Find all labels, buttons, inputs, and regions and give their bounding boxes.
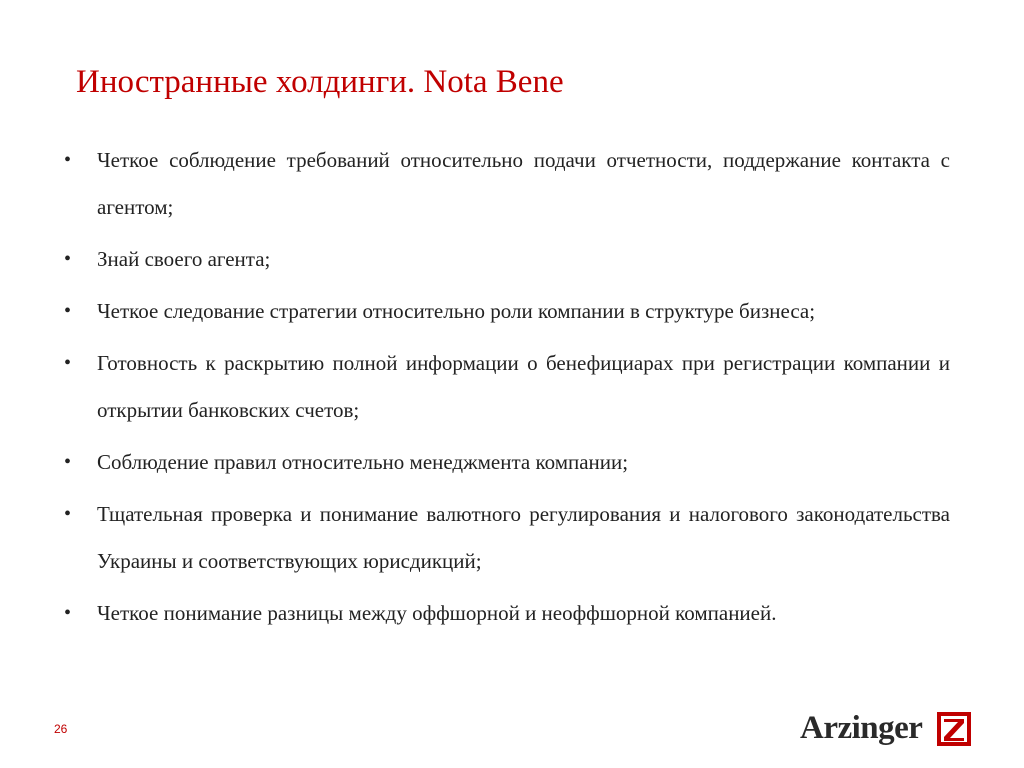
bullet-dot-icon: • <box>64 248 72 270</box>
bullet-item <box>64 236 950 283</box>
bullet-text: Соблюдение правил относительно менеджмента компании; <box>97 450 629 474</box>
bullet-dot-icon: • <box>64 602 72 624</box>
bullet-text: Четкое понимание разницы между оффшорной и неоффшорной компанией. <box>97 601 777 625</box>
bullet-dot-icon: • <box>64 300 72 322</box>
arzinger-z-mark-icon <box>936 711 972 747</box>
bullet-item <box>64 137 950 231</box>
bullet-item <box>64 491 950 585</box>
bullet-item <box>64 590 950 637</box>
bullet-item <box>64 439 950 486</box>
slide-title: Иностранные холдинги. Nota Bene <box>76 64 564 100</box>
page-number: 26 <box>54 722 68 736</box>
bullet-text: Готовность к раскрытию полной информации о бенефициарах при регистрации компании и открытии банковских счетов; <box>97 351 950 422</box>
bullet-text: Тщательная проверка и понимание валютного регулирования и налогового законодательства Украины и соответствующих юрисдикций; <box>97 502 950 573</box>
bullet-dot-icon: • <box>64 503 72 525</box>
arzinger-logo <box>800 708 975 750</box>
bullet-item <box>64 288 950 335</box>
bullet-text: Знай своего агента; <box>97 247 271 271</box>
bullet-dot-icon: • <box>64 451 72 473</box>
bullet-dot-icon: • <box>64 149 72 171</box>
bullet-list <box>64 137 950 642</box>
bullet-item <box>64 340 950 434</box>
bullet-text: Четкое соблюдение требований относительно подачи отчетности, поддержание контакта с агентом; <box>97 148 950 219</box>
bullet-dot-icon: • <box>64 352 72 374</box>
logo-text: Arzinger <box>800 710 923 746</box>
bullet-text: Четкое следование стратегии относительно роли компании в структуре бизнеса; <box>97 299 816 323</box>
